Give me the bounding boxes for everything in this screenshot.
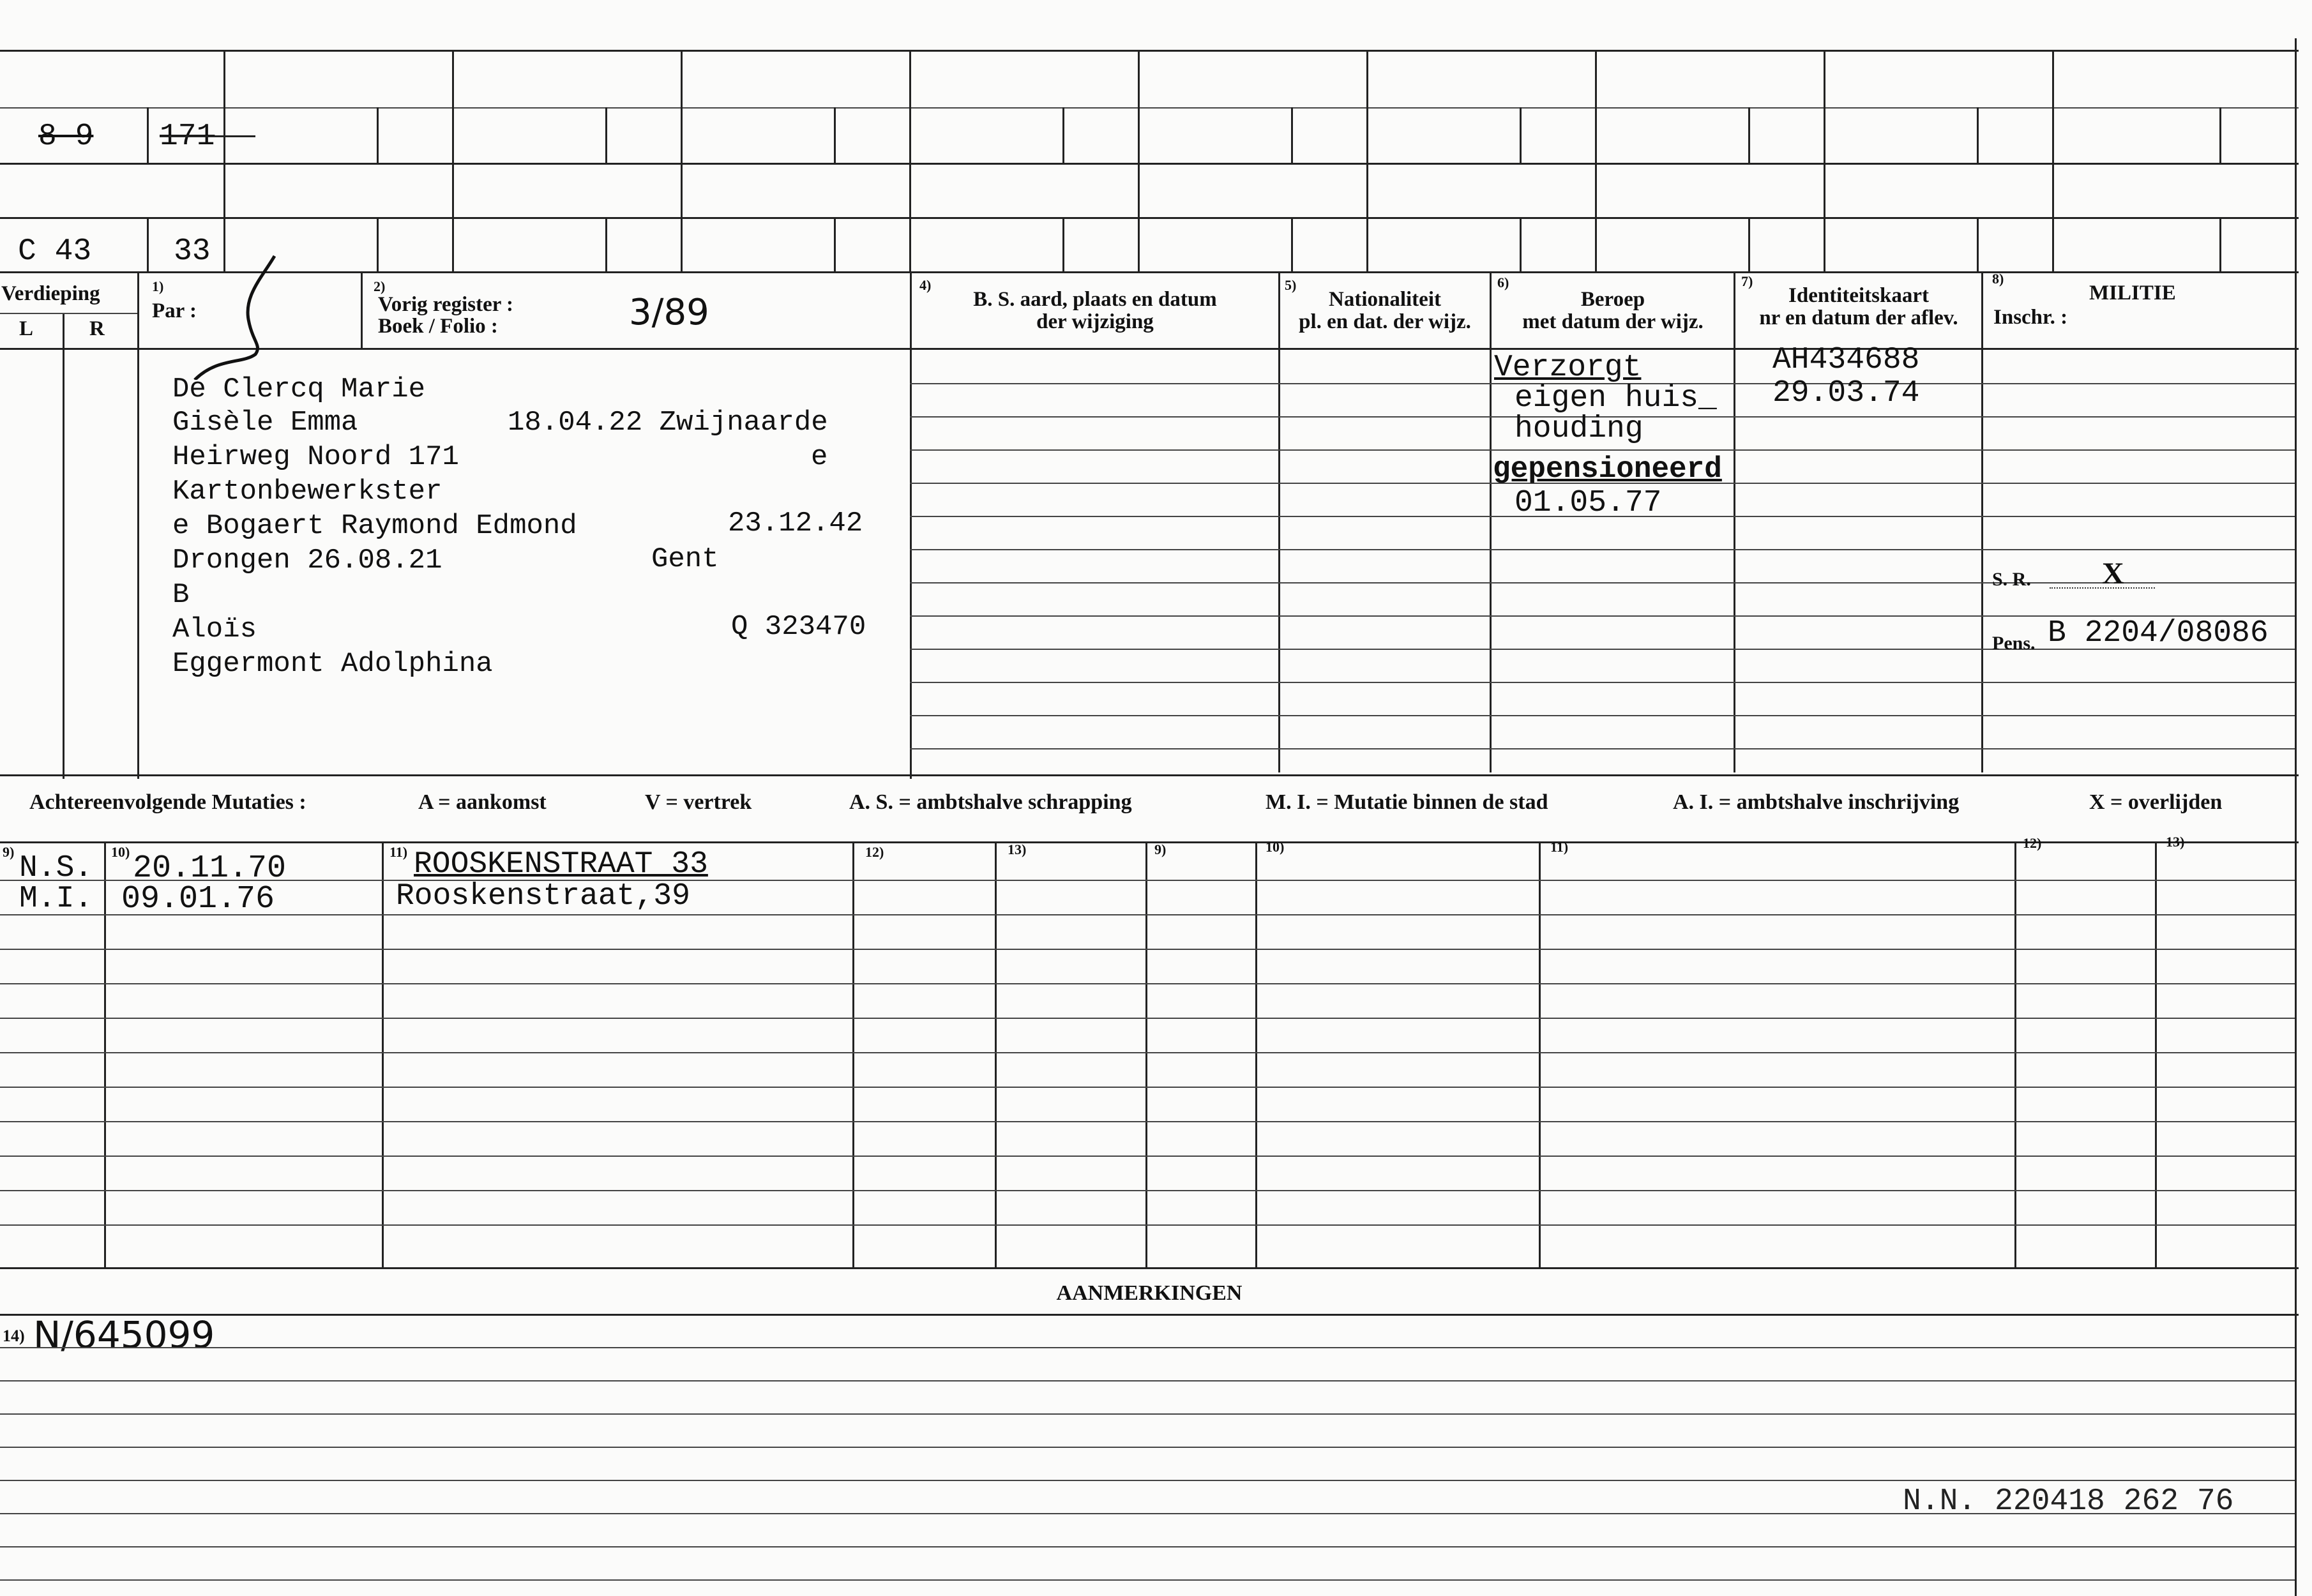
rule [1366, 50, 1368, 271]
rule [1138, 50, 1140, 271]
rule [1734, 271, 1735, 772]
sr-value: X [2102, 557, 2124, 591]
ruled-line [0, 1413, 2295, 1415]
ruled-line [1278, 649, 1490, 650]
rule [1291, 107, 1293, 163]
rule [104, 841, 106, 1267]
person-mother: Eggermont Adolphina [172, 648, 493, 680]
person-spouse-birth: Drongen 26.08.21 [172, 545, 442, 576]
rule [681, 50, 683, 271]
r-label: R [89, 317, 105, 340]
ruled-line [0, 983, 2295, 984]
mut-col-10b: 10) [1266, 839, 1285, 855]
ruled-line [0, 1121, 2295, 1122]
rule [1977, 217, 1979, 271]
rule [834, 217, 836, 271]
rule [377, 107, 379, 163]
ruled-line [0, 949, 2295, 950]
ruled-line [0, 1052, 2295, 1053]
mutation-date-1: 20.11.70 [133, 850, 287, 887]
ruled-line [1278, 383, 1490, 384]
mut-col-13: 13) [1008, 841, 1027, 857]
l-label: L [19, 317, 34, 340]
inschr-label: Inschr. : [1993, 306, 2068, 329]
ruled-line [1490, 549, 1734, 550]
mutation-date-2: 09.01.76 [121, 881, 275, 917]
person-marriage-date: 23.12.42 [728, 508, 863, 539]
ruled-line [0, 1480, 2295, 1481]
ruled-line [910, 649, 1278, 650]
rule [1490, 271, 1492, 772]
rule [0, 1267, 2299, 1269]
ruled-line [910, 682, 1278, 683]
rule [0, 107, 2299, 109]
ruled-line [1278, 715, 1490, 716]
rule [1977, 107, 1979, 163]
person-father: Aloïs [172, 614, 257, 645]
rule [1520, 217, 1522, 271]
ruled-line [1981, 383, 2295, 384]
ruled-line [1278, 549, 1490, 550]
ruled-line [1490, 582, 1734, 583]
ruled-line [1981, 483, 2295, 484]
rule [852, 841, 854, 1267]
remarks-value: N/645099 [33, 1313, 215, 1357]
mut-col-12: 12) [865, 844, 884, 860]
rule [0, 774, 2299, 776]
identiteitskaart-label: Identiteitskaart nr en datum der aflev. [1759, 284, 1958, 329]
ruled-line [0, 1380, 2295, 1381]
ruled-line [1490, 449, 1734, 451]
ruled-line [1490, 715, 1734, 716]
rule [0, 313, 137, 314]
ruled-line [1278, 516, 1490, 517]
ruled-line [1981, 748, 2295, 749]
mutation-type-1: N.S. [19, 851, 93, 885]
rule [1278, 271, 1280, 772]
id-card-date: 29.03.74 [1772, 376, 1920, 410]
ruled-line [0, 880, 2295, 881]
vorig-register-label: Vorig register : [378, 293, 514, 316]
ruled-line [910, 715, 1278, 716]
beroep-label: Beroep met datum der wijz. [1522, 288, 1704, 333]
ruled-line [1490, 682, 1734, 683]
ruled-line [0, 1447, 2295, 1448]
rule [63, 313, 64, 779]
legend-schrapping: A. S. = ambtshalve schrapping [849, 790, 1132, 814]
ruled-line [1734, 582, 1981, 583]
col-num-5: 5) [1285, 277, 1297, 293]
person-first-names: Gisèle Emma [172, 407, 358, 439]
ruled-line [1278, 582, 1490, 583]
rule [1539, 841, 1541, 1267]
mut-col-9: 9) [3, 844, 15, 860]
verdieping-label: Verdieping [1, 282, 100, 305]
pens-label: Pens. [1992, 633, 2036, 654]
ruled-line [1734, 649, 1981, 650]
person-spouse: e Bogaert Raymond Edmond [172, 510, 577, 542]
ruled-line [1734, 516, 1981, 517]
legend-mutatie: M. I. = Mutatie binnen de stad [1266, 790, 1548, 814]
code-a: C 43 [18, 234, 92, 269]
person-birth: 18.04.22 Zwijnaarde [508, 407, 828, 439]
ruled-line [0, 1190, 2295, 1191]
beroep-3: houding [1515, 412, 1643, 446]
person-marriage-place: Gent [651, 543, 719, 575]
ruled-line [1981, 449, 2295, 451]
rule [0, 348, 2299, 350]
mutation-address-1: ROOSKENSTRAAT 33 [414, 847, 708, 882]
mut-col-10: 10) [111, 844, 130, 860]
ruled-line [0, 1224, 2295, 1226]
ruled-line [1981, 682, 2295, 683]
rule [605, 107, 607, 163]
rule [1145, 841, 1147, 1267]
rule [834, 107, 836, 163]
rule [2052, 50, 2054, 271]
col-num-1: 1) [152, 278, 164, 294]
ruled-line [1490, 615, 1734, 617]
mut-col-13b: 13) [2166, 834, 2185, 850]
ruled-line [0, 914, 2295, 915]
ruled-line [910, 549, 1278, 550]
mut-col-11b: 11) [1550, 839, 1569, 855]
col-num-6: 6) [1497, 275, 1509, 290]
code-old-b: 171 [160, 119, 215, 154]
ruled-line [1734, 682, 1981, 683]
ruled-line [0, 1546, 2295, 1547]
rule [2219, 217, 2221, 271]
rule [0, 50, 2299, 52]
ruled-line [1278, 682, 1490, 683]
rule [452, 50, 454, 271]
ruled-line [0, 1156, 2295, 1157]
ruled-line [1734, 715, 1981, 716]
rule [0, 841, 2299, 843]
rule [1255, 841, 1257, 1267]
col-num-4: 4) [919, 277, 932, 293]
person-profession: Kartonbewerkster [172, 476, 442, 508]
mut-col-11: 11) [389, 844, 408, 860]
ruled-line [910, 483, 1278, 484]
militie-label: MILITIE [2089, 282, 2176, 305]
aanmerkingen-title: AANMERKINGEN [1056, 1281, 1243, 1305]
ruled-line [1981, 416, 2295, 418]
code-b: 33 [174, 234, 211, 269]
national-number: N.N. 220418 262 76 [1903, 1484, 2234, 1519]
rule [0, 217, 2299, 219]
ruled-line [910, 516, 1278, 517]
ruled-line [910, 615, 1278, 617]
ruled-line [910, 383, 1278, 384]
ruled-line [1981, 549, 2295, 550]
rule [1981, 271, 1983, 772]
col-num-2: 2) [374, 278, 386, 294]
ruled-line [1278, 416, 1490, 418]
sr-label: S. R. [1992, 569, 2031, 590]
person-code: Q 323470 [731, 611, 866, 643]
rule [0, 271, 2299, 273]
beroep-2: eigen huis_ [1515, 381, 1717, 416]
rule [1824, 50, 1825, 271]
rule [223, 50, 225, 271]
rule [1062, 217, 1064, 271]
col-num-8: 8) [1992, 271, 2004, 287]
ruled-line [1981, 516, 2295, 517]
rule [605, 217, 607, 271]
beroep-1: Verzorgt [1494, 350, 1642, 385]
ruled-line [0, 1018, 2295, 1019]
ruled-line [910, 416, 1278, 418]
rule [910, 271, 912, 779]
ruled-line [1490, 649, 1734, 650]
ruled-line [1981, 715, 2295, 716]
person-name: De Clercq Marie [172, 373, 426, 405]
ruled-line [1734, 416, 1981, 418]
ruled-line [1490, 748, 1734, 749]
ruled-line [1278, 748, 1490, 749]
ruled-line [1734, 483, 1981, 484]
ruled-line [0, 1347, 2295, 1348]
person-line7: B [172, 579, 190, 611]
mutation-address-2: Rooskenstraat,39 [396, 879, 690, 914]
rule [2155, 841, 2157, 1267]
code-old-a: 8-9 [38, 119, 94, 154]
rule [137, 271, 139, 779]
rule [0, 1314, 2299, 1316]
col-num-7: 7) [1741, 273, 1753, 289]
par-label: Par : [152, 299, 197, 322]
legend-inschrijving: A. I. = ambtshalve inschrijving [1673, 790, 1960, 814]
legend-title: Achtereenvolgende Mutaties : [29, 790, 306, 814]
ruled-line [910, 748, 1278, 749]
pens-value: B 2204/08086 [2048, 616, 2269, 651]
rule [361, 271, 363, 348]
mut-col-9b: 9) [1154, 841, 1167, 857]
beroep-5: 01.05.77 [1515, 486, 1662, 520]
rule [0, 163, 2299, 165]
rule [1748, 217, 1750, 271]
legend-overlijden: X = overlijden [2089, 790, 2223, 814]
bs-label: B. S. aard, plaats en datum der wijziging [973, 288, 1217, 333]
ruled-line [910, 449, 1278, 451]
boek-folio-label: Boek / Folio : [378, 315, 498, 338]
ruled-line [1734, 549, 1981, 550]
rule [2219, 107, 2221, 163]
rule [1520, 107, 1522, 163]
legend-aankomst: A = aankomst [418, 790, 547, 814]
rule [147, 107, 149, 163]
ruled-line [0, 1579, 2295, 1581]
rule [377, 217, 379, 271]
ruled-line [1278, 615, 1490, 617]
boek-folio-value: 3/89 [629, 292, 709, 333]
ruled-line [1278, 449, 1490, 451]
mut-col-12b: 12) [2023, 835, 2042, 851]
rule [147, 217, 149, 271]
rule [995, 841, 997, 1267]
ruled-line [1278, 483, 1490, 484]
par-mark-icon [192, 252, 287, 380]
right-edge [2295, 38, 2297, 1596]
rule [1062, 107, 1064, 163]
rule [1291, 217, 1293, 271]
ruled-line [910, 582, 1278, 583]
rule [909, 50, 911, 271]
mutation-type-2: M.I. [19, 882, 93, 916]
rule [2014, 841, 2016, 1267]
remarks-num: 14) [3, 1327, 25, 1345]
ruled-line [0, 1087, 2295, 1088]
ruled-line [1734, 449, 1981, 451]
ruled-line [1734, 615, 1981, 617]
person-address-note: e [811, 441, 828, 473]
rule [1748, 107, 1750, 163]
id-card-number: AH434688 [1772, 343, 1920, 377]
legend-vertrek: V = vertrek [645, 790, 752, 814]
person-address: Heirweg Noord 171 [172, 441, 459, 473]
beroep-4: gepensioneerd [1493, 453, 1722, 486]
strike-line [160, 135, 255, 137]
nationaliteit-label: Nationaliteit pl. en dat. der wijz. [1299, 288, 1471, 333]
ruled-line [1734, 748, 1981, 749]
rule [382, 841, 384, 1267]
rule [1595, 50, 1597, 271]
